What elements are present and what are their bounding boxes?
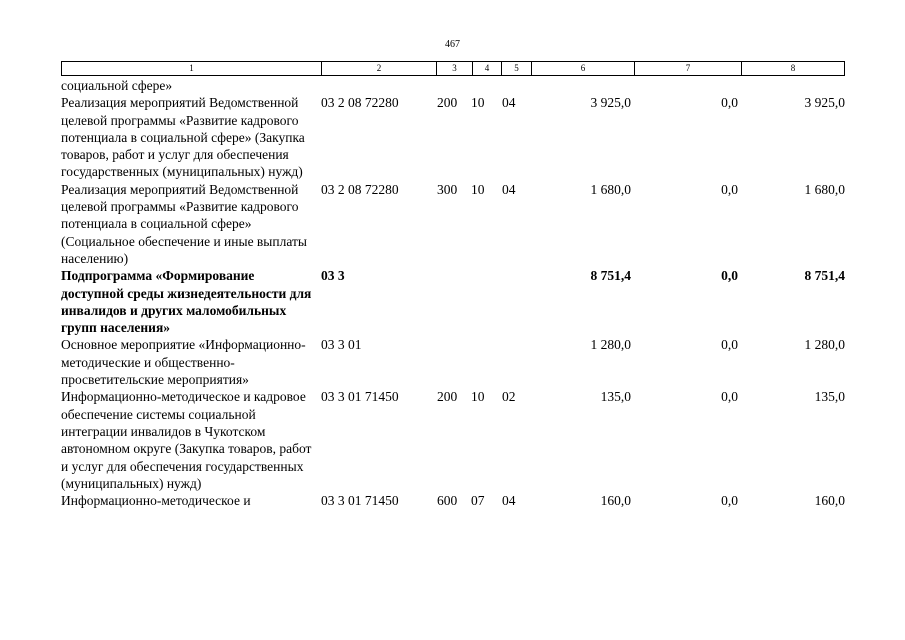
- table-row: [61, 388, 845, 492]
- row-name: Реализация мероприятий Ведомственной целевой программы «Развитие кадрового потенциала в социальной сфере» (Социальное обеспечение и иные выплаты населению): [61, 181, 307, 266]
- row-col-6: 160,0: [600, 493, 631, 509]
- header-col-5: 5: [501, 61, 531, 76]
- row-col-8: 8 751,4: [804, 268, 845, 284]
- row-code: 03 2 08 72280: [321, 95, 399, 111]
- row-name: Информационно-методическое и: [61, 493, 251, 509]
- row-name: социальной сфере»: [61, 78, 173, 93]
- row-col-6: 1 680,0: [590, 181, 631, 197]
- row-name: Реализация мероприятий Ведомственной целевой программы «Развитие кадрового потенциала в социальной сфере» (Закупка товаров, работ и услуг для обеспечения государственных (муниципальных) нужд): [61, 95, 305, 180]
- table-row: [61, 492, 845, 509]
- row-name: Основное мероприятие «Информационно-методические и общественно-просветительские мероприятия»: [61, 337, 306, 388]
- header-col-4: 4: [472, 61, 501, 76]
- row-col-8: 1 280,0: [804, 337, 845, 353]
- row-col-5: 02: [502, 389, 516, 405]
- table-row: [61, 94, 845, 180]
- header-col-8: 8: [741, 61, 845, 76]
- row-code: 03 3 01 71450: [321, 493, 399, 509]
- header-col-1: 1: [61, 61, 321, 76]
- row-col-4: 10: [471, 95, 485, 111]
- row-col-5: 04: [502, 95, 516, 111]
- row-name: Подпрограмма «Формирование доступной среды жизнедеятельности для инвалидов и других маломобильных групп населения»: [61, 268, 312, 336]
- row-col-8: 1 680,0: [804, 181, 845, 197]
- table-body: [61, 77, 845, 509]
- row-code: 03 3 01 71450: [321, 389, 399, 405]
- header-col-6: 6: [531, 61, 634, 76]
- row-col-7: 0,0: [721, 268, 738, 284]
- row-col-7: 0,0: [721, 493, 738, 509]
- row-col-8: 135,0: [814, 389, 845, 405]
- row-code: 03 2 08 72280: [321, 181, 399, 197]
- row-col-7: 0,0: [721, 337, 738, 353]
- table-row: [61, 181, 845, 267]
- table-row: [61, 336, 845, 388]
- row-col-3: 200: [437, 389, 458, 405]
- row-col-6: 3 925,0: [590, 95, 631, 111]
- header-col-7: 7: [634, 61, 741, 76]
- row-code: 03 3 01: [321, 337, 362, 353]
- row-col-7: 0,0: [721, 181, 738, 197]
- row-col-8: 3 925,0: [804, 95, 845, 111]
- row-col-6: 8 751,4: [590, 268, 631, 284]
- row-col-5: 04: [502, 493, 516, 509]
- row-col-4: 10: [471, 389, 485, 405]
- row-col-5: 04: [502, 181, 516, 197]
- row-col-8: 160,0: [814, 493, 845, 509]
- row-col-6: 135,0: [600, 389, 631, 405]
- row-name: Информационно-методическое и кадровое обеспечение системы социальной интеграции инвалидов в Чукотском автономном округе (Закупка товаров, работ и услуг для обеспечения государственных (муниципальных) нужд): [61, 389, 312, 491]
- row-col-4: 07: [471, 493, 485, 509]
- row-col-3: 300: [437, 181, 458, 197]
- row-col-7: 0,0: [721, 389, 738, 405]
- table-header: [61, 61, 845, 76]
- table-row: [61, 77, 845, 94]
- row-col-3: 600: [437, 493, 458, 509]
- row-code: 03 3: [321, 268, 345, 284]
- row-col-3: 200: [437, 95, 458, 111]
- page-number: 467: [445, 39, 460, 50]
- row-col-7: 0,0: [721, 95, 738, 111]
- header-col-3: 3: [436, 61, 472, 76]
- row-col-4: 10: [471, 181, 485, 197]
- row-col-6: 1 280,0: [590, 337, 631, 353]
- header-col-2: 2: [321, 61, 436, 76]
- table-row-subprogram: [61, 267, 845, 336]
